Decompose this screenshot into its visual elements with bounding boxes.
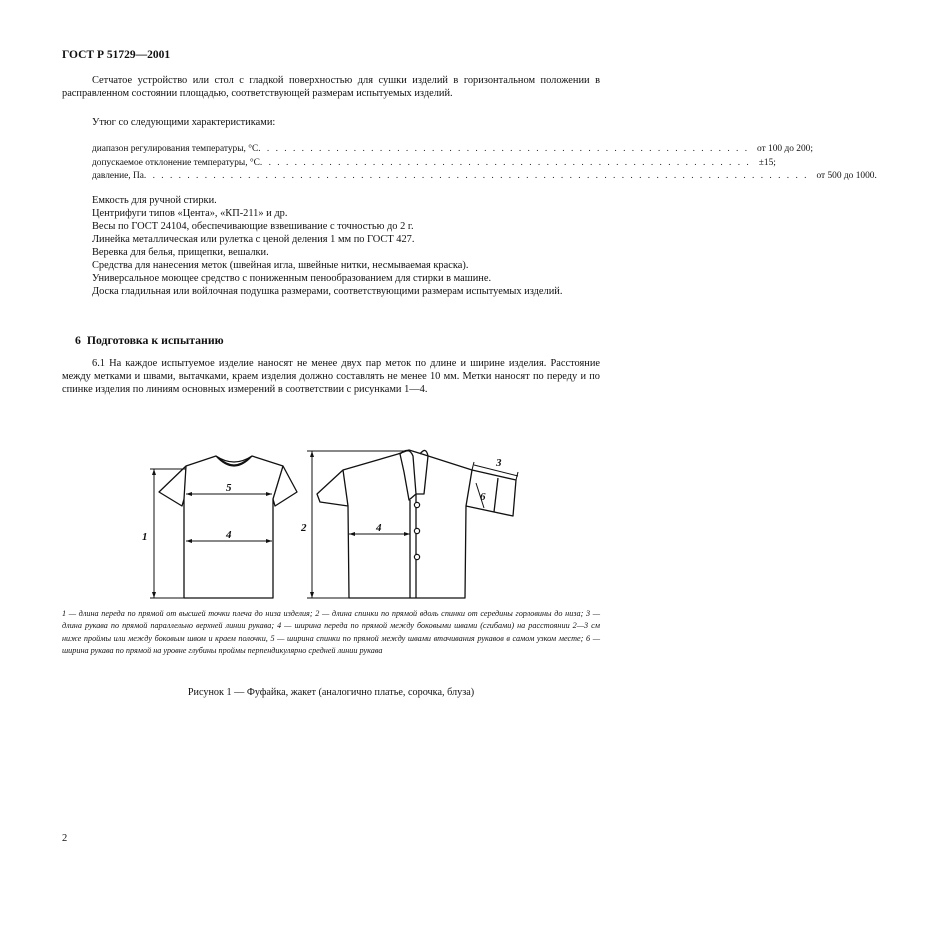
measure-label-5: 5 [226, 482, 232, 494]
garment-figure [120, 436, 540, 602]
jacket-button [414, 502, 419, 507]
iron-spec-list [92, 143, 877, 184]
iron-spec-label: диапазон регулирования температуры, °С [92, 144, 259, 154]
section-heading [75, 333, 224, 348]
figure-caption: 1 — длина переда по прямой от высшей точки плеча до низа изделия; 2 — длина спинки по прямой вдоль спинки от середины горловины до низа; 3 — длина рукава по прямой параллельно верхней линии рукава; 4 — ширина переда по прямой между боковыми швами (сгибами) на расстоянии 2—3 см ниже проймы или между боковым швом и краем полочки, 5 — ширина спинки по прямой между швами втачивания рукавов в самом узком месте; 6 — ширина рукава по прямой на уровне глубины проймы перпендикулярно средней линии рукава [62, 609, 600, 656]
jacket-armhole-left [343, 470, 348, 506]
iron-spec-row [92, 170, 877, 184]
equipment-item: Средства для нанесения меток (швейная игла, швейные нитки, несмываемая краска). [92, 260, 469, 271]
tshirt-outline [159, 456, 297, 598]
document-header: ГОСТ Р 51729—2001 [62, 49, 171, 61]
equipment-item: Линейка металлическая или рулетка с ценой деления 1 мм по ГОСТ 427. [92, 234, 415, 245]
measure-label-6: 6 [480, 491, 486, 503]
tshirt-armhole-left [184, 466, 186, 499]
equipment-item: Доска гладильная или войлочная подушка размерами, соответствующими размерам испытуемых изделий. [92, 286, 563, 297]
section-number: 6 [75, 333, 81, 347]
equipment-item: Веревка для белья, прищепки, вешалки. [92, 247, 269, 258]
measure-label-4: 4 [226, 529, 232, 541]
jacket-collar-left [400, 450, 416, 500]
jacket-collar-right [416, 450, 428, 494]
leader-dots: . . . . . . . . . . . . . . . . . . . . . . . . . . . . . . . . . . . . . . . . . . . . . . . . . . . . . . . . . . . . . . . . . . . . . . . . . . . . . [143, 171, 809, 181]
measure-label-3: 3 [496, 457, 502, 469]
iron-spec-row [92, 143, 813, 157]
iron-spec-row [92, 157, 776, 171]
section-title: Подготовка к испытанию [86, 333, 224, 347]
iron-spec-value: ±15; [758, 157, 776, 168]
jacket-button [414, 528, 419, 533]
iron-spec-value: от 500 до 1000. [816, 171, 877, 181]
iron-spec-label: давление, Па [92, 171, 144, 181]
equipment-item: Весы по ГОСТ 24104, обеспечивающие взвешивание с точностью до 2 г. [92, 221, 414, 232]
iron-spec-label: допускаемое отклонение температуры, °С [92, 157, 260, 168]
iron-spec-value: от 100 до 200; [757, 144, 813, 154]
jacket-button [414, 554, 419, 559]
leader-dots: . . . . . . . . . . . . . . . . . . . . . . . . . . . . . . . . . . . . . . . . . . . . . . . . . . . . . . . . . [258, 144, 750, 154]
measure-label-1: 1 [142, 531, 148, 543]
iron-intro: Утюг со следующими характеристиками: [92, 117, 276, 128]
drying-device-paragraph: Сетчатое устройство или стол с гладкой поверхностью для сушки изделий в горизонтальном положении в расправленном состоянии площадью, соответствующей размерам испытуемых изделий. [62, 75, 600, 99]
equipment-item: Центрифуги типов «Цента», «КП-211» и др. [92, 208, 288, 219]
leader-dots: . . . . . . . . . . . . . . . . . . . . . . . . . . . . . . . . . . . . . . . . . . . . . . . . . . . . . . . . . [259, 157, 751, 168]
figure-title: Рисунок 1 — Фуфайка, жакет (аналогично платье, сорочка, блуза) [187, 687, 475, 698]
measure-label-2: 2 [301, 522, 307, 534]
equipment-item: Универсальное моющее средство с пониженным пенообразованием для стирки в машине. [92, 273, 492, 284]
page-number: 2 [62, 833, 68, 844]
equipment-list [62, 194, 600, 298]
equipment-item: Емкость для ручной стирки. [92, 195, 217, 206]
jacket-cuff [494, 478, 498, 512]
tshirt-armhole-right [273, 466, 283, 499]
jacket-armhole-right [466, 470, 472, 506]
section-paragraph: 6.1 На каждое испытуемое изделие наносят не менее двух пар меток по длине и ширине изделия. Расстояние между метками и швами, вытачками, краем изделия должно составлять не менее 10 мм. Метки наносят по переду и по спинке изделия по линиям основных измерений в соответствии с рисунками 1—4. [62, 358, 600, 395]
measure-label-4: 4 [376, 522, 382, 534]
